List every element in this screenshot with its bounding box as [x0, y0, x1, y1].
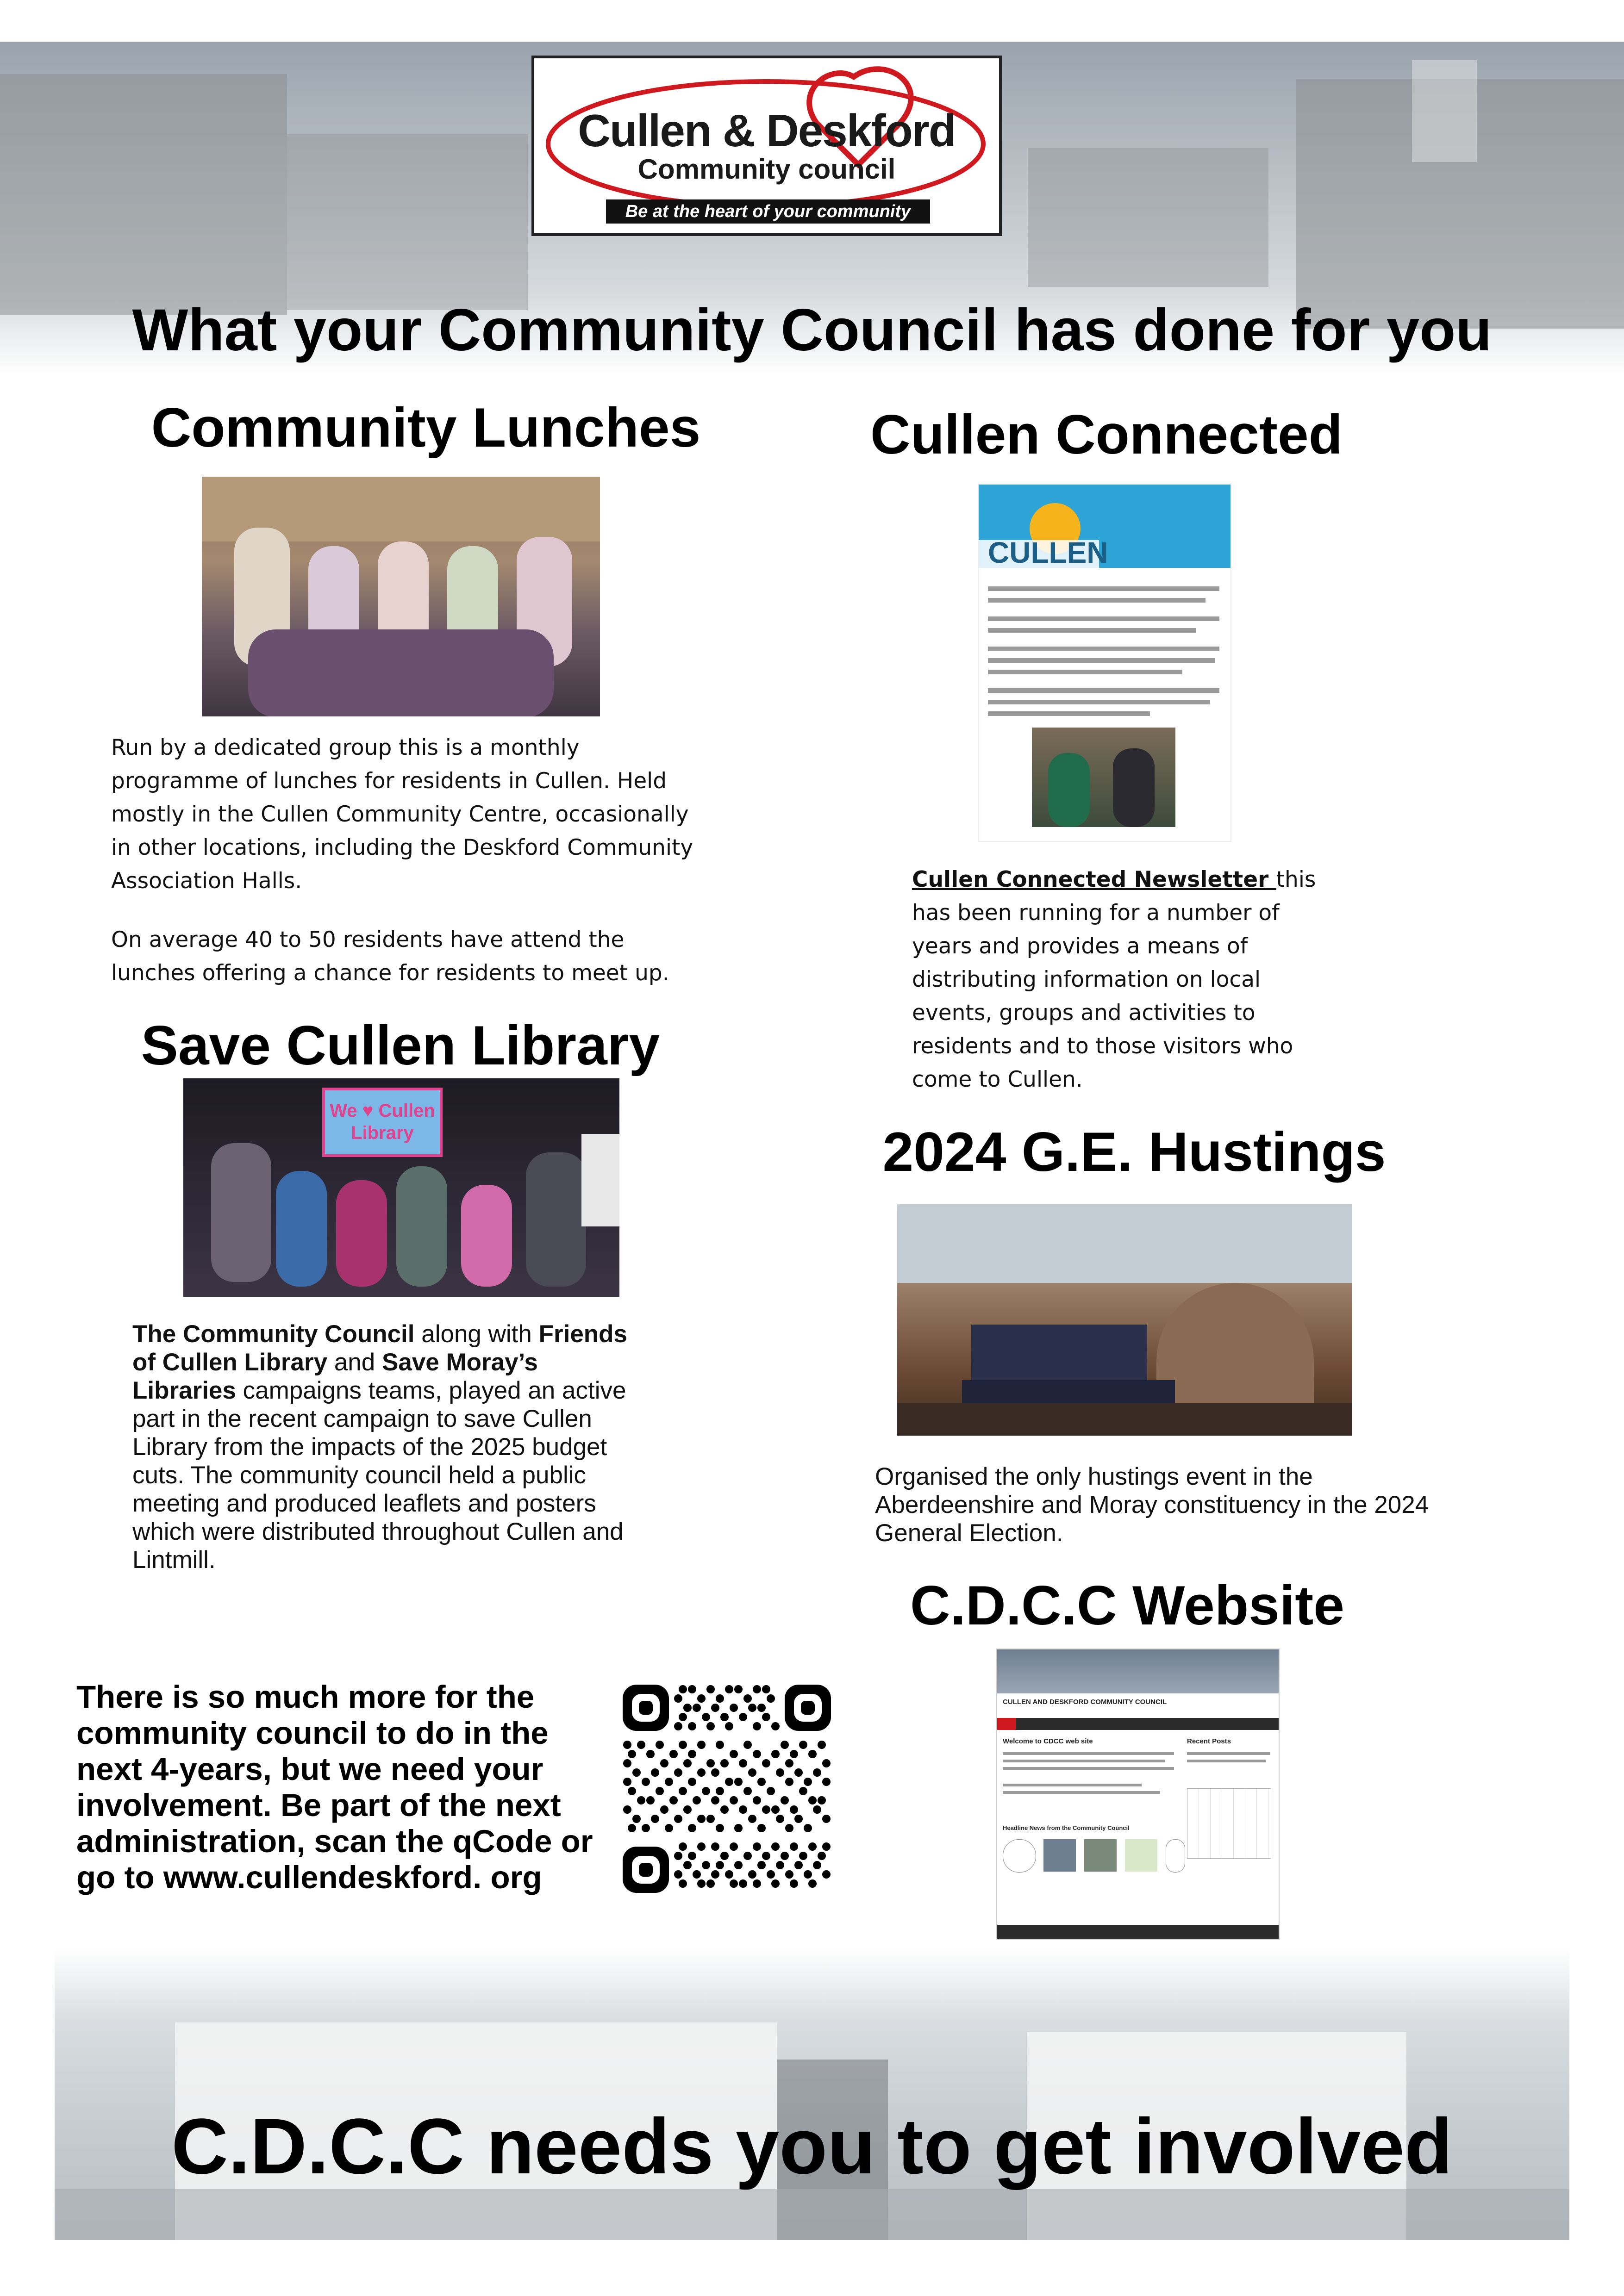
website-recent-posts: Recent Posts — [1187, 1737, 1231, 1745]
connected-text: Cullen Connected Newsletter this has been running for a number of years and provides a means of distributing information on local events, groups and activities to residents and to those visitors who come to Cullen. — [912, 867, 1316, 1092]
newsletter-thumbnail — [978, 484, 1231, 842]
library-photo — [183, 1078, 619, 1297]
website-screenshot[interactable] — [996, 1649, 1280, 1940]
lunches-heading: Community Lunches — [151, 397, 701, 459]
newsletter-link[interactable]: Cullen Connected Newsletter — [912, 867, 1276, 892]
website-headline: Headline News from the Community Council — [1003, 1824, 1130, 1831]
library-heading: Save Cullen Library — [141, 1014, 660, 1076]
lunches-paragraph-2: On average 40 to 50 residents have attend the lunches offering a chance for residents to meet up. — [111, 927, 669, 986]
lunches-paragraph-1: Run by a dedicated group this is a monthly programme of lunches for residents in Cullen. Held mostly in the Cullen Community Centre, occasionally in other locations, including the Deskford Community Association Halls. — [111, 735, 693, 894]
logo-title: Cullen & Deskford — [578, 105, 956, 156]
hustings-text: Organised the only hustings event in the Aberdeenshire and Moray constituency in the 2024 General Election. — [875, 1463, 1429, 1547]
qr-code-icon[interactable] — [623, 1685, 831, 1893]
hustings-heading: 2024 G.E. Hustings — [882, 1121, 1386, 1183]
library-banner: We ♥ Cullen Library — [322, 1088, 443, 1157]
library-text: The Community Council along with Friends of Cullen Library and Save Moray’s Libraries campaigns teams, played an active part in the recent campaign to save Cullen Library from the impacts of the 2025 budget cuts. The community council held a public meeting and produced leaflets and posters which were distributed throughout Cullen and Lintmill. — [132, 1320, 628, 1574]
footer-photo — [55, 1948, 1569, 2240]
website-heading: C.D.C.C Website — [910, 1574, 1344, 1636]
page-title: What your Community Council has done for you — [132, 297, 1492, 363]
logo-subtitle: Community council — [637, 154, 896, 185]
newsletter-brand: CULLEN — [988, 536, 1108, 569]
call-to-action: There is so much more for the community council to do in the next 4-years, but we need your involvement. Be part of the next administration, scan the qCode or go to www.cullendeskford. org — [76, 1679, 593, 1895]
logo-tagline: Be at the heart of your community — [606, 199, 930, 224]
connected-heading: Cullen Connected — [870, 404, 1343, 466]
website-site-name: CULLEN AND DESKFORD COMMUNITY COUNCIL — [1003, 1698, 1167, 1706]
hustings-photo — [897, 1204, 1352, 1436]
lunches-photo — [202, 477, 600, 716]
website-welcome: Welcome to CDCC web site — [1003, 1737, 1093, 1745]
footer-title: C.D.C.C needs you to get involved — [171, 2103, 1453, 2190]
council-logo — [531, 56, 1002, 236]
